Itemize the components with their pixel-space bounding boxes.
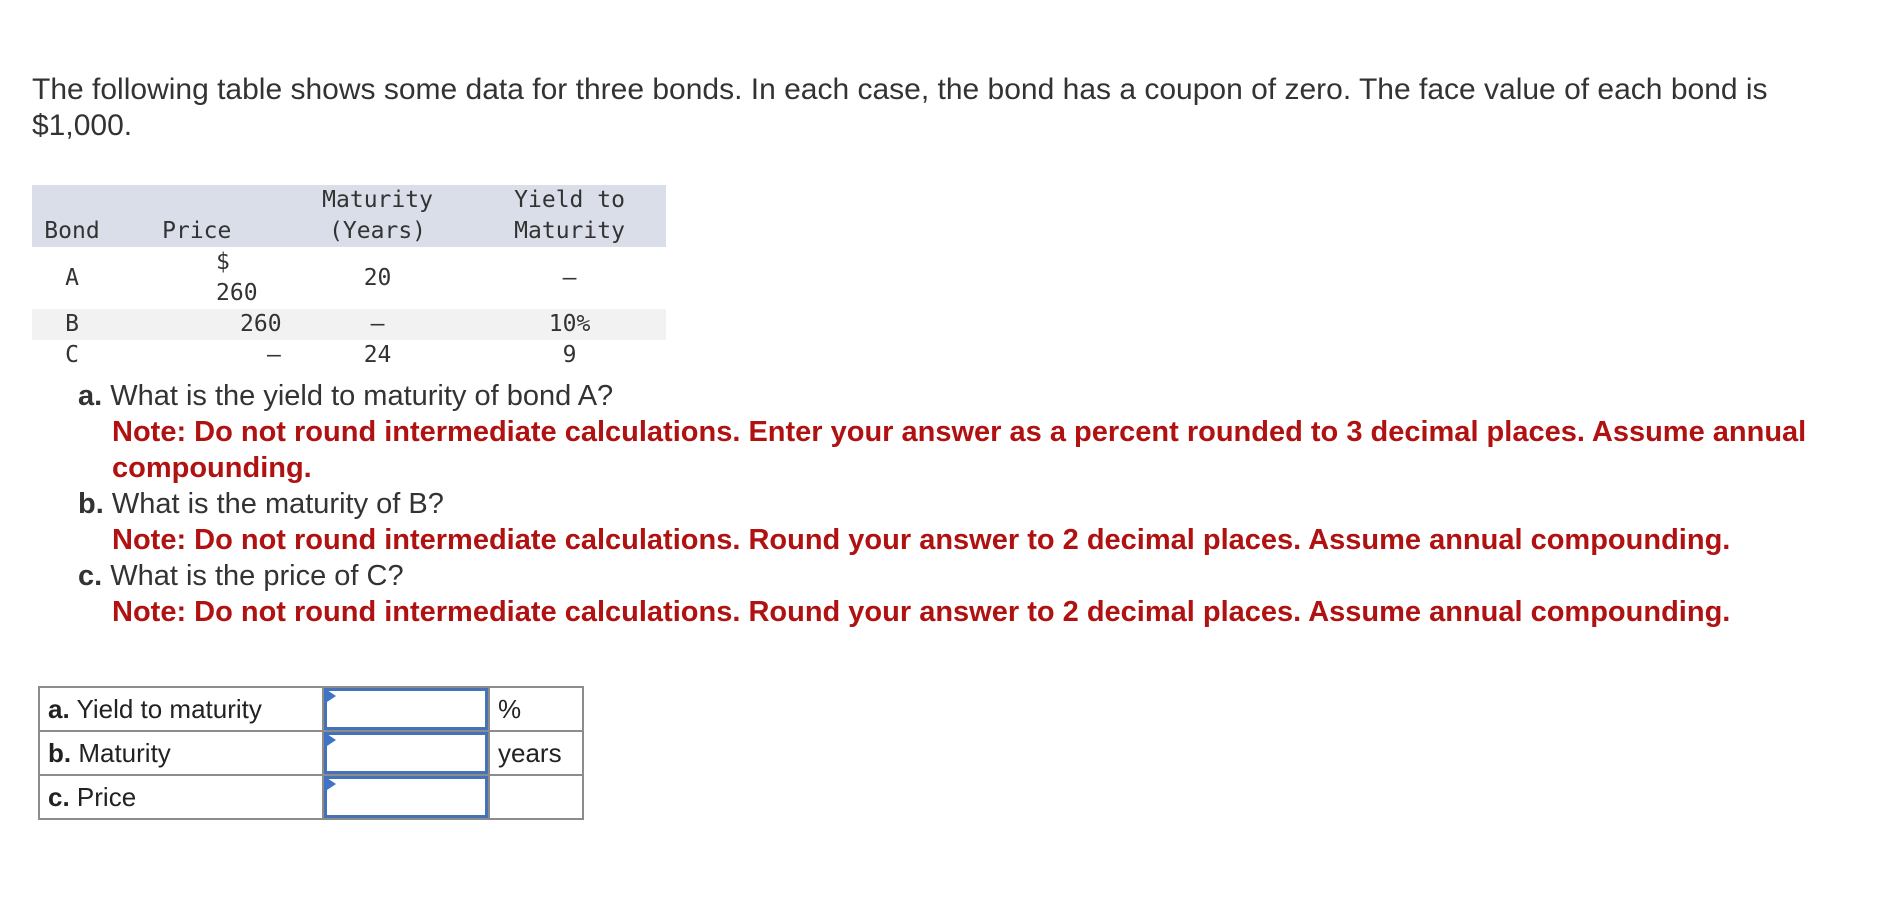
question-text: What is the price of C? [110, 560, 404, 592]
yield-to-maturity-input[interactable] [324, 688, 488, 730]
table-row [32, 309, 666, 340]
answer-label-price [39, 775, 323, 819]
question-letter: c. [78, 560, 103, 592]
answer-input-cell-maturity [323, 731, 489, 775]
input-flag-icon [324, 688, 336, 704]
header-yield-line1: Yield to [514, 187, 625, 213]
question-letter: a. [78, 380, 103, 412]
bond-name: B [32, 309, 112, 340]
answer-letter: c. [48, 781, 70, 812]
bond-yield: — [562, 264, 577, 291]
bond-name: C [65, 342, 79, 368]
question-b [78, 486, 1878, 558]
bond-price: — [267, 342, 281, 368]
table-row [32, 247, 666, 309]
answer-input-cell-price [323, 775, 489, 819]
header-maturity [282, 185, 474, 247]
input-flag-icon [324, 732, 336, 748]
question-note: Note: Do not round intermediate calculations. Enter your answer as a percent rounded to 3 decimal places. Assume annual compounding. [112, 416, 1807, 484]
intro-text: The following table shows some data for three bonds. In each case, the bond has a coupon of zero. The face value of each bond is $1,000. [32, 73, 1768, 142]
bond-yield: 10% [474, 309, 666, 340]
answer-row-yield [39, 687, 583, 731]
bond-data-table [32, 185, 666, 371]
answer-unit-price [489, 775, 583, 819]
answer-unit-maturity: years [489, 731, 583, 775]
input-flag-icon [324, 776, 336, 792]
bond-maturity: — [282, 309, 474, 340]
table-row [32, 340, 666, 371]
question-text: What is the yield to maturity of bond A? [110, 380, 614, 412]
header-yield-line2: Maturity [514, 218, 625, 244]
answer-row-price [39, 775, 583, 819]
header-bond: Bond [32, 185, 112, 247]
bond-table-header-row [32, 185, 666, 247]
header-maturity-line1: Maturity [322, 187, 433, 213]
question-c [78, 558, 1878, 630]
answer-unit-yield: % [489, 687, 583, 731]
header-price: Price [112, 185, 282, 247]
header-maturity-line2: (Years) [329, 218, 427, 244]
bond-yield: 9 [562, 342, 577, 368]
answer-label-text: Price [76, 781, 137, 812]
answer-label-yield [39, 687, 323, 731]
question-a [78, 378, 1878, 486]
question-note: Note: Do not round intermediate calculations. Round your answer to 2 decimal places. Assume annual compounding. [112, 596, 1731, 628]
answer-letter: a. [48, 693, 70, 724]
answer-row-maturity [39, 731, 583, 775]
answer-letter: b. [48, 737, 72, 768]
price-input[interactable] [324, 776, 488, 818]
bond-maturity: 24 [363, 342, 392, 368]
bond-maturity: 20 [363, 264, 392, 291]
maturity-input[interactable] [324, 732, 488, 774]
answer-table [38, 686, 584, 820]
answer-label-text: Yield to maturity [76, 693, 262, 724]
bond-name: A [65, 264, 79, 291]
question-list [78, 378, 1878, 630]
question-note: Note: Do not round intermediate calculations. Round your answer to 2 decimal places. Assume annual compounding. [112, 524, 1731, 556]
question-text: What is the maturity of B? [111, 488, 444, 520]
answer-label-text: Maturity [78, 737, 171, 768]
bond-price: $ 260 [216, 249, 258, 306]
bond-price: 260 [112, 309, 282, 340]
answer-input-cell-yield [323, 687, 489, 731]
answer-label-maturity [39, 731, 323, 775]
question-letter: b. [78, 488, 104, 520]
header-yield [474, 185, 666, 247]
